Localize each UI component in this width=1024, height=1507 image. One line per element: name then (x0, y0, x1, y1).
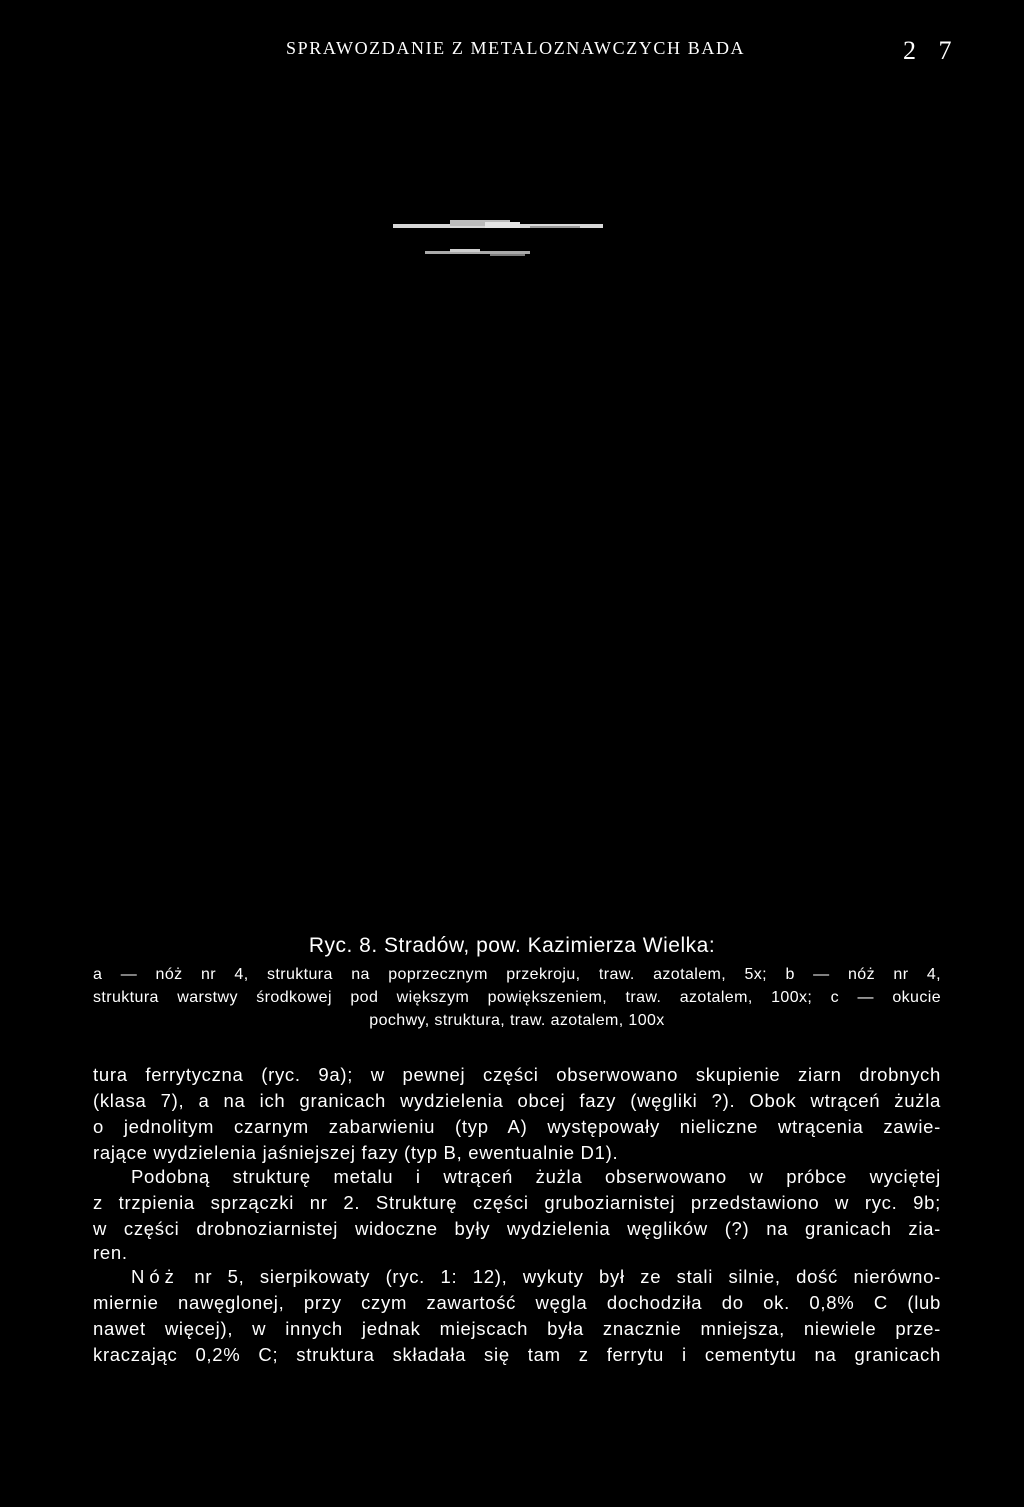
figure-caption-title: Ryc. 8. Stradów, pow. Kazimierza Wielka: (308, 934, 716, 957)
body-line (131, 1266, 941, 1288)
knife-line-text: nr 5, sierpikowaty (ryc. 1: 12), wykuty był ze stali silnie, dość nierówno- (194, 1266, 941, 1287)
body-line: o jednolitym czarnym zabarwieniu (typ A) występowały nieliczne wtrącenia zawie- (93, 1116, 941, 1137)
figure-photograph (90, 205, 940, 925)
body-line: z trzpienia sprzączki nr 2. Strukturę części gruboziarnistej przedstawiono w ryc. 9b; (93, 1192, 941, 1213)
knife-label: Nóż (131, 1266, 179, 1287)
body-line: ren. (93, 1242, 128, 1263)
figure-image (90, 205, 940, 925)
figure-caption-line: struktura warstwy środkowej pod większym powiększeniem, traw. azotalem, 100x; c — okucie (93, 989, 941, 1006)
body-line: (klasa 7), a na ich granicach wydzielenia obcej fazy (węgliki ?). Obok wtrąceń żużla (93, 1090, 941, 1111)
body-line: w części drobnoziarnistej widoczne były wydzielenia węglików (?) na granicach zia- (93, 1218, 941, 1239)
body-line: nawet więcej), w innych jednak miejscach była znacznie mniejsza, niewiele prze- (93, 1318, 941, 1339)
body-line: rające wydzielenia jaśniejszej fazy (typ B, ewentualnie D1). (93, 1142, 619, 1163)
figure-caption-line: a — nóż nr 4, struktura na poprzecznym przekroju, traw. azotalem, 5x; b — nóż nr 4, (93, 966, 941, 983)
body-line: Podobną strukturę metalu i wtrąceń żużla obserwowano w próbce wyciętej (131, 1166, 941, 1187)
body-line: kraczając 0,2% C; struktura składała się tam z ferrytu i cementytu na granicach (93, 1344, 941, 1365)
figure-dark-field (90, 205, 940, 925)
page-number: 2 7 (903, 36, 960, 65)
body-line: tura ferrytyczna (ryc. 9a); w pewnej części obserwowano skupienie ziarn drobnych (93, 1064, 941, 1085)
figure-caption-line: pochwy, struktura, traw. azotalem, 100x (369, 1012, 665, 1029)
running-head: SPRAWOZDANIE Z METALOZNAWCZYCH BADA (286, 38, 746, 58)
body-line: miernie nawęglonej, przy czym zawartość węgla dochodziła do ok. 0,8% C (lub (93, 1292, 941, 1313)
